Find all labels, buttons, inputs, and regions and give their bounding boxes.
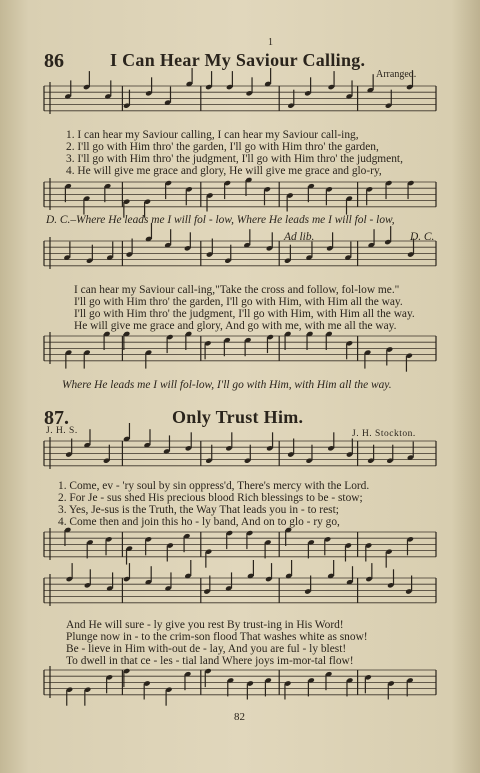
- verse-line: 1. I can hear my Saviour calling, I can hear my Saviour call-ing,: [66, 129, 359, 141]
- ad-lib-mark: Ad lib.: [284, 231, 315, 243]
- verse-line: 1. Come, ev - 'ry soul by sin oppress'd, There's mercy with the Lord.: [58, 480, 370, 492]
- verse-line: To dwell in that ce - les - tial land Where joys im-mor-tal flow!: [66, 655, 354, 667]
- verse-line: 3. Yes, Je-sus is the Truth, the Way That leads you in - to rest;: [58, 504, 339, 516]
- verse-line: Plunge now in - to the crim-son flood That washes white as snow!: [66, 631, 368, 643]
- verse-line: I'll go with Him thro' the judgment, I'll go with Him, with Him all the way.: [74, 308, 415, 320]
- verse-line: He will give me grace and glory, And go with me, with me all the way.: [74, 320, 397, 332]
- verse-line: 3. I'll go with Him thro' the judgment, I'll go with Him thro' the judgment,: [66, 153, 403, 165]
- refrain-line: Where He leads me I will fol-low, I'll go with Him, with Him all the way.: [62, 379, 392, 391]
- hymn-credit-86: Arranged.: [376, 69, 417, 80]
- verse-line: I'll go with Him thro' the garden, I'll go with Him, with Him all the way.: [74, 296, 403, 308]
- hymn-title-87: Only Trust Him.: [172, 407, 304, 427]
- verse-line: 2. For Je - sus shed His precious blood Rich blessings to be - stow;: [58, 492, 363, 504]
- verse-line: 2. I'll go with Him thro' the garden, I'll go with Him thro' the garden,: [66, 141, 379, 153]
- verse-line: 4. Come then and join this ho - ly band, And on to glo - ry go,: [58, 516, 340, 528]
- verse-line: 4. He will give me grace and glory, He will give me grace and glo-ry,: [66, 165, 382, 177]
- composer: J. H. Stockton.: [352, 429, 416, 439]
- dc-mark: D. C.: [410, 231, 435, 243]
- page-number: 82: [234, 711, 245, 723]
- hymn-number-86: 86: [44, 50, 64, 72]
- verse-line: Be - lieve in Him with-out de - lay, And you are ful - ly blest!: [66, 643, 347, 655]
- hymn-title-86: I Can Hear My Saviour Calling.: [110, 50, 366, 70]
- hymn-number-87: 87.: [44, 407, 69, 429]
- author: J. H. S.: [46, 426, 78, 436]
- da-capo-line: D. C.–Where He leads me I will fol - low, Where He leads me I will fol - low,: [46, 214, 395, 226]
- verse-line: I can hear my Saviour call-ing,"Take the cross and follow, fol-low me.": [74, 284, 400, 296]
- top-mark: 1: [268, 37, 273, 48]
- verse-line: And He will sure - ly give you rest By trust-ing in His Word!: [66, 619, 344, 631]
